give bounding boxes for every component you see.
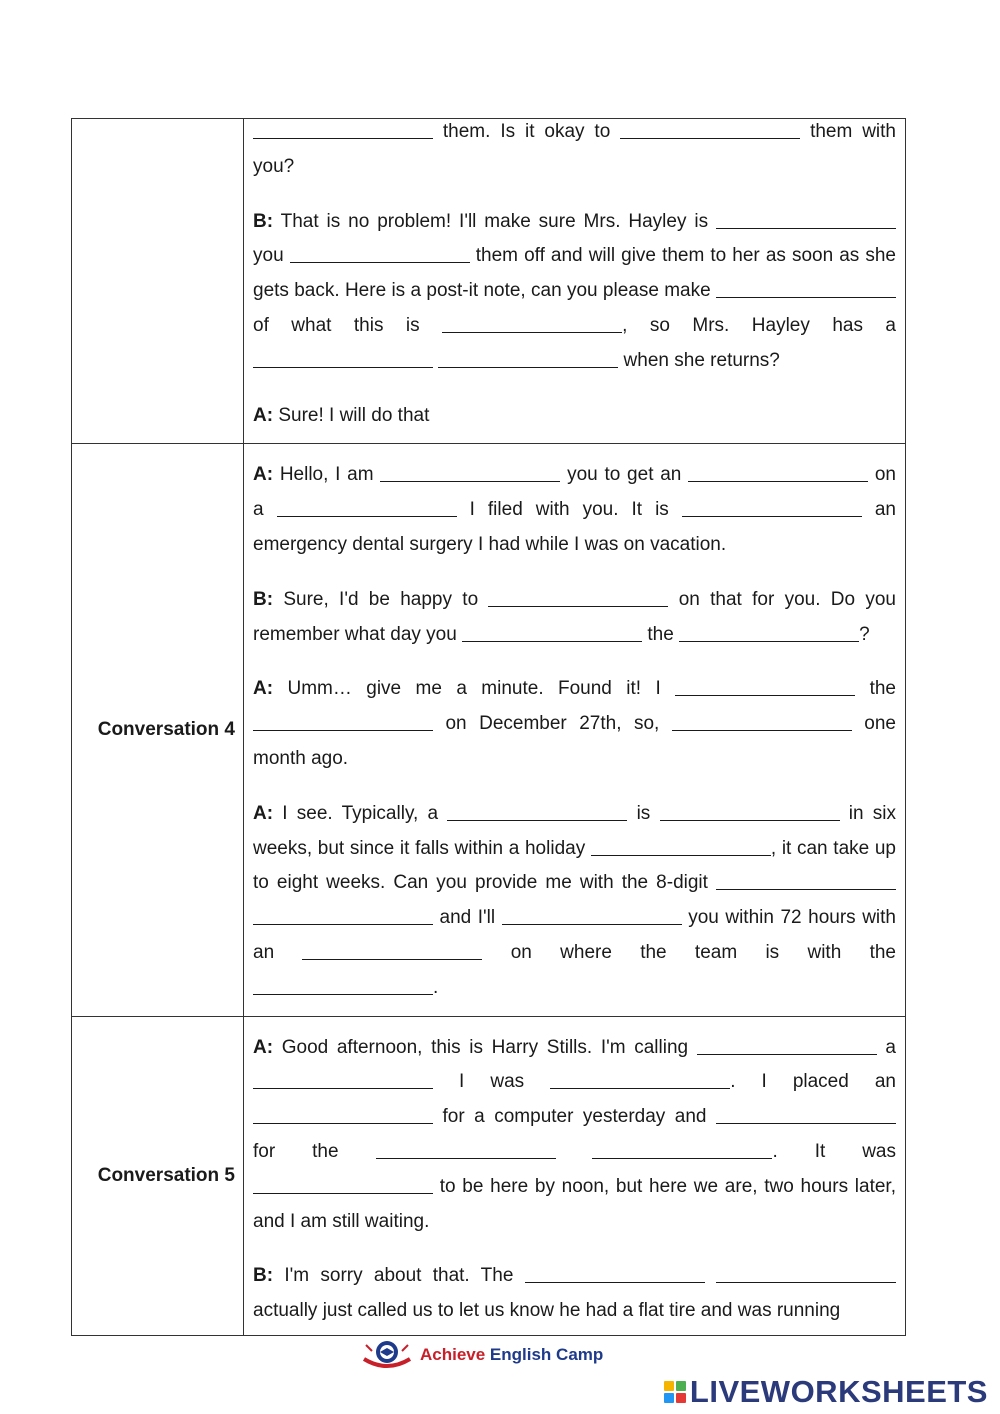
table-row — [72, 119, 906, 444]
dialogue-text: for the — [253, 1140, 376, 1162]
dialogue-text: an emergency dental surgery I had while I was on vacation. — [253, 499, 896, 555]
answer-blank[interactable] — [253, 366, 433, 368]
answer-blank[interactable] — [438, 366, 618, 368]
speaker-label: B: — [253, 588, 274, 610]
row-text-cell — [244, 1016, 906, 1335]
conversation-table — [71, 118, 906, 1336]
answer-blank[interactable] — [716, 227, 896, 229]
dialogue-text: Good afternoon, this is Harry Stills. I'm calling — [273, 1036, 697, 1058]
dialogue-text: Sure, I'd be happy to — [273, 588, 489, 610]
dialogue-text: I'm sorry about that. The — [273, 1265, 525, 1287]
answer-blank[interactable] — [591, 854, 771, 856]
row-label — [72, 1016, 244, 1335]
answer-blank[interactable] — [688, 480, 868, 482]
dialogue-text: and I'll — [433, 907, 502, 929]
dialogue-text: I see. Typically, a — [273, 802, 448, 824]
answer-blank[interactable] — [679, 640, 859, 642]
dialogue-text: on where the team is with the — [482, 941, 896, 963]
dialogue-text: , so Mrs. Hayley has a — [622, 314, 896, 336]
dialogue-line — [253, 205, 896, 379]
speaker-label: B: — [253, 1265, 274, 1287]
dialogue-text: Hello, I am — [273, 464, 381, 486]
answer-blank[interactable] — [253, 923, 433, 925]
answer-blank[interactable] — [592, 1157, 772, 1159]
row-text-cell — [244, 119, 906, 444]
liveworksheets-blocks-icon — [664, 1381, 686, 1403]
row-label — [72, 444, 244, 1016]
answer-blank[interactable] — [253, 1122, 433, 1124]
dialogue-text: . It was — [772, 1140, 896, 1162]
table-row — [72, 444, 906, 1016]
speaker-label: A: — [253, 802, 274, 824]
dialogue-text — [556, 1141, 593, 1162]
answer-blank[interactable] — [376, 1157, 556, 1159]
dialogue-text: you within 72 hours with an — [253, 907, 896, 963]
answer-blank[interactable] — [380, 480, 560, 482]
dialogue-text: one month ago. — [253, 713, 896, 769]
answer-blank[interactable] — [253, 137, 433, 139]
dialogue-line — [253, 115, 896, 185]
table-row — [72, 1016, 906, 1335]
dialogue-line — [253, 1031, 896, 1240]
answer-blank[interactable] — [253, 993, 433, 995]
dialogue-text: I filed with you. It is — [456, 499, 682, 521]
dialogue-line — [253, 458, 896, 562]
dialogue-line — [253, 672, 896, 776]
dialogue-line — [253, 399, 896, 434]
dialogue-text: to be here by noon, but here we are, two hours later, and I am still waiting. — [253, 1175, 896, 1232]
dialogue-text: That is no problem! I'll make sure Mrs. Hayley is — [273, 210, 716, 232]
dialogue-text: the — [642, 623, 680, 645]
answer-blank[interactable] — [502, 923, 682, 925]
answer-blank[interactable] — [716, 888, 896, 890]
speaker-label: A: — [253, 404, 274, 426]
dialogue-text: you — [253, 245, 290, 267]
conversation-label: Conversation 5 — [97, 1164, 235, 1186]
dialogue-text: for a computer yesterday and — [433, 1106, 716, 1128]
dialogue-text: . — [433, 976, 439, 998]
answer-blank[interactable] — [290, 261, 470, 263]
dialogue-text: Sure! I will do that — [273, 404, 430, 426]
brand-name: Achieve English Camp — [420, 1345, 604, 1364]
dialogue-text: in six weeks, but since it falls within a holiday — [253, 802, 896, 859]
row-text-cell — [244, 444, 906, 1016]
answer-blank[interactable] — [253, 1192, 433, 1194]
answer-blank[interactable] — [672, 729, 852, 731]
answer-blank[interactable] — [462, 640, 642, 642]
answer-blank[interactable] — [488, 605, 668, 607]
dialogue-text — [705, 1265, 716, 1286]
answer-blank[interactable] — [716, 296, 896, 298]
dialogue-text: you to get an — [560, 464, 689, 486]
answer-blank[interactable] — [716, 1122, 896, 1124]
answer-blank[interactable] — [675, 694, 855, 696]
dialogue-text: them. Is it okay to — [433, 121, 621, 142]
dialogue-line — [253, 1259, 896, 1329]
dialogue-text: Umm… give me a minute. Found it! I — [273, 678, 676, 700]
dialogue-text: is — [627, 802, 660, 824]
answer-blank[interactable] — [442, 331, 622, 333]
dialogue-line — [253, 583, 896, 653]
answer-blank[interactable] — [277, 515, 457, 517]
dialogue-text: I was — [433, 1071, 551, 1093]
answer-blank[interactable] — [660, 819, 840, 821]
answer-blank[interactable] — [620, 137, 800, 139]
dialogue-text: on December 27th, so, — [433, 713, 672, 735]
speaker-label: A: — [253, 678, 274, 700]
dialogue-text: on a — [253, 464, 896, 521]
achieve-english-camp-logo — [360, 1337, 603, 1373]
answer-blank[interactable] — [716, 1281, 896, 1283]
dialogue-text: them with you? — [253, 121, 896, 177]
answer-blank[interactable] — [253, 729, 433, 731]
liveworksheets-logo[interactable]: LIVEWORKSHEETS — [664, 1374, 988, 1410]
camp-badge-icon — [360, 1337, 414, 1373]
speaker-label: A: — [253, 1036, 274, 1058]
answer-blank[interactable] — [253, 1087, 433, 1089]
row-label — [72, 119, 244, 444]
dialogue-text: of what this is — [253, 314, 443, 336]
answer-blank[interactable] — [682, 515, 862, 517]
dialogue-text: when she returns? — [618, 349, 780, 371]
dialogue-text: actually just called us to let us know he had a flat tire and was running — [253, 1300, 841, 1322]
conversation-label: Conversation 4 — [97, 718, 235, 740]
dialogue-line — [253, 797, 896, 1006]
dialogue-text: . I placed an — [730, 1071, 896, 1093]
answer-blank[interactable] — [302, 958, 482, 960]
dialogue-text: on that for you. Do you remember what day you — [253, 588, 896, 645]
dialogue-text: the — [855, 678, 896, 700]
answer-blank[interactable] — [697, 1053, 877, 1055]
answer-blank[interactable] — [525, 1281, 705, 1283]
speaker-label: B: — [253, 210, 274, 232]
dialogue-text: ? — [859, 623, 870, 645]
speaker-label: A: — [253, 464, 274, 486]
dialogue-text: a — [876, 1036, 896, 1058]
answer-blank[interactable] — [447, 819, 627, 821]
dialogue-text: them off and will give them to her as soon as she gets back. Here is a post-it note, can you please make — [253, 245, 896, 302]
answer-blank[interactable] — [550, 1087, 730, 1089]
dialogue-text: , it can take up to eight weeks. Can you provide me with the 8-digit — [253, 837, 896, 894]
